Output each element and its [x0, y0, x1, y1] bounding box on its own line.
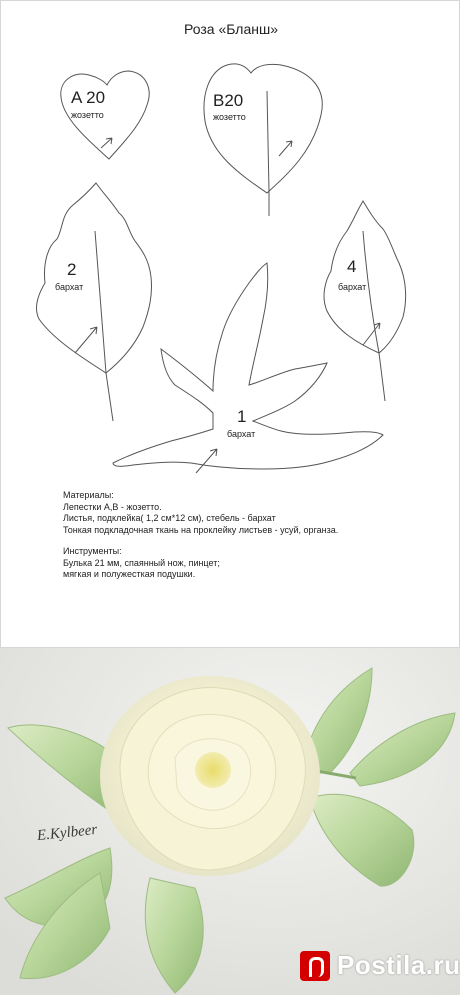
- tools-line: мягкая и полужесткая подушки.: [63, 569, 196, 579]
- rose-photo-illustration: [0, 648, 460, 995]
- tools-heading: Инструменты:: [63, 546, 122, 556]
- leaf-2-midrib: [95, 231, 113, 421]
- watermark-logo: [300, 950, 460, 981]
- petal-b-number: B20: [213, 91, 244, 110]
- petal-b-arrow: [279, 141, 292, 156]
- petal-b-outline: [204, 64, 322, 193]
- materials-line: Листья, подклейка( 1,2 см*12 см), стебель - бархат: [63, 513, 276, 523]
- pattern-title: Роза «Бланш»: [184, 21, 278, 37]
- petal-b-material: жозетто: [213, 112, 246, 122]
- piece-1-material: бархат: [227, 429, 256, 439]
- leaf-2-material: бархат: [55, 282, 84, 292]
- leaf-4-outline: [324, 201, 406, 353]
- materials-line: Лепестки А,В - жозетто.: [63, 501, 162, 512]
- materials-line: Тонкая подкладочная ткань на проклейку листьев - усуй, органза.: [63, 524, 339, 535]
- watermark-text: Postila.ru: [337, 950, 460, 980]
- materials-heading: Материалы:: [63, 490, 114, 500]
- piece-1-arrow: [196, 449, 217, 473]
- rose-flower: [100, 676, 320, 876]
- leaf-2-arrow: [75, 327, 97, 353]
- postila-logo-icon: [300, 951, 330, 981]
- petal-a-arrow: [101, 138, 112, 148]
- leaf-2-outline: [37, 183, 152, 373]
- leaf-2-number: 2: [67, 260, 77, 279]
- leaf-4-material: бархат: [338, 282, 367, 292]
- materials-block: [63, 490, 443, 581]
- leaf-4-number: 4: [347, 257, 357, 276]
- piece-1-number: 1: [237, 407, 247, 426]
- petal-b-stem: [267, 91, 269, 216]
- rose-photo: [0, 648, 460, 995]
- leaf-4-midrib: [363, 231, 385, 401]
- artist-signature: E.Kylbeer: [36, 821, 99, 845]
- tools-line: Булька 21 мм, спаянный нож, пинцет;: [63, 557, 220, 568]
- petal-a-number: A 20: [71, 88, 106, 107]
- petal-a-material: жозетто: [71, 110, 104, 120]
